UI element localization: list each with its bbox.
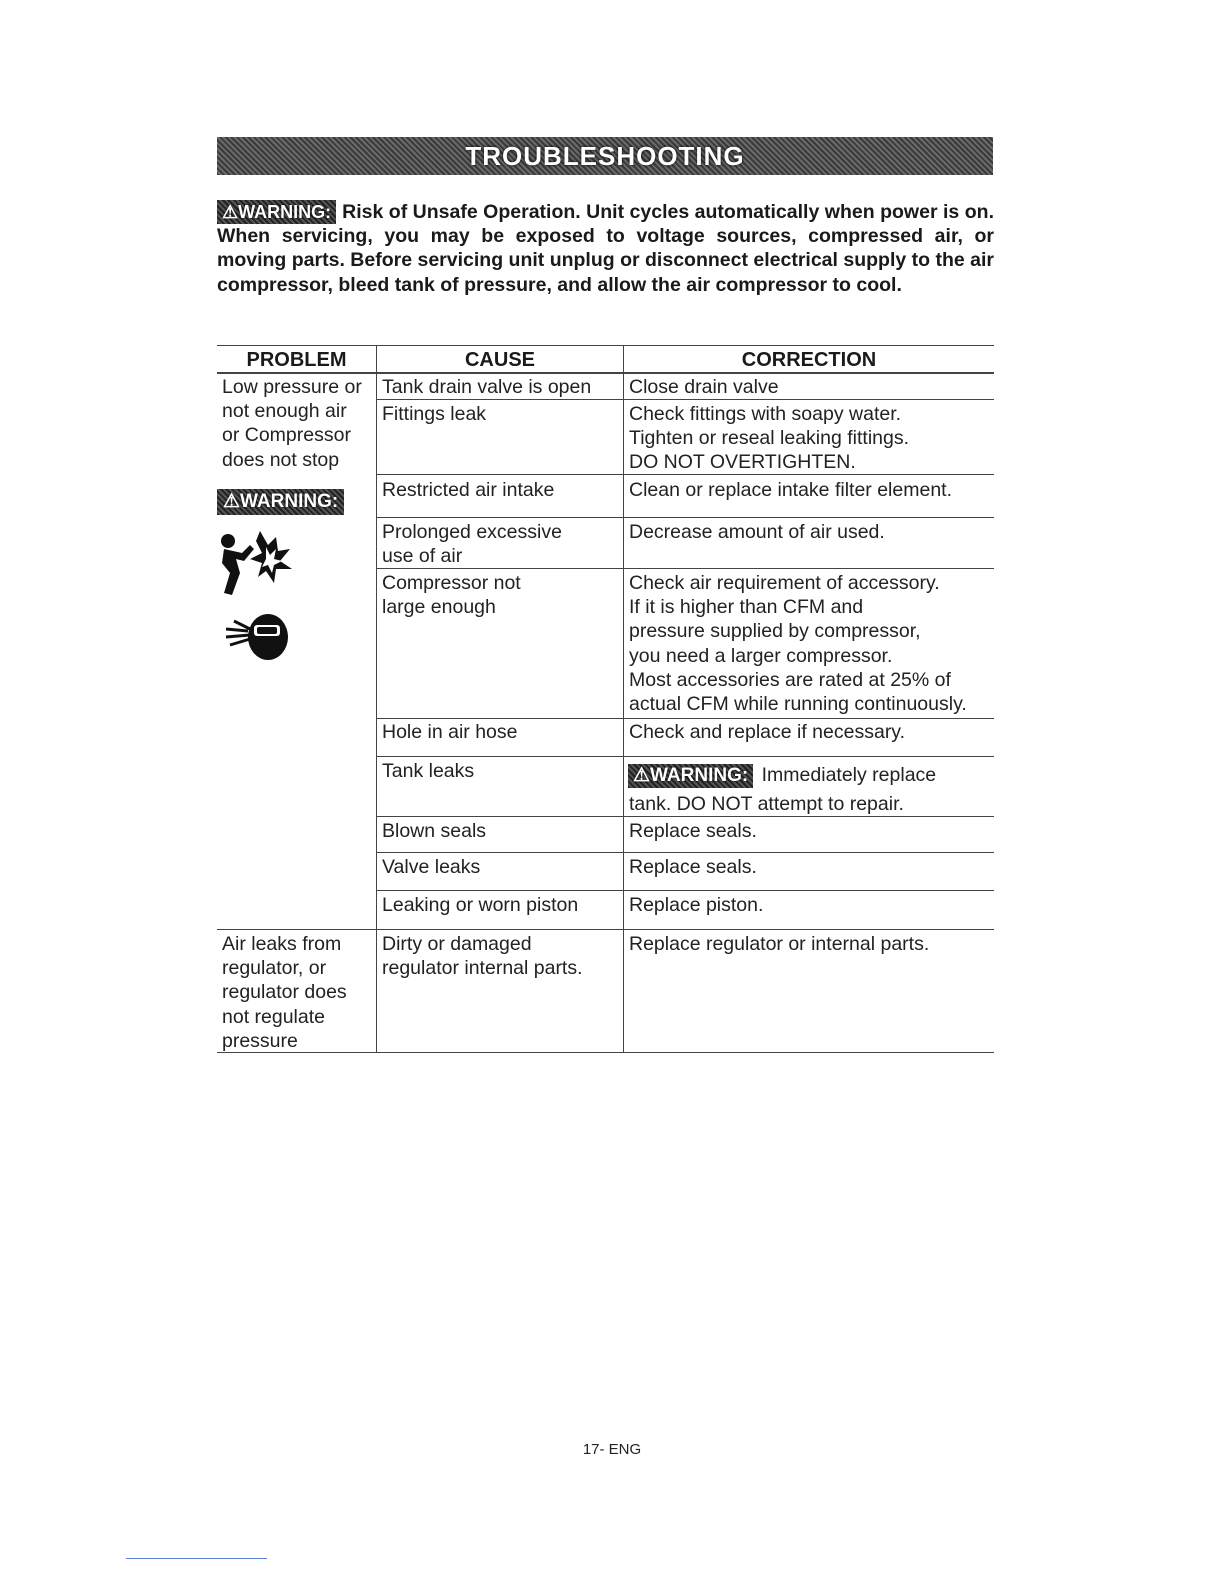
correction-cell: Clean or replace intake filter element.	[629, 479, 952, 501]
tank-leaks-correction	[628, 763, 936, 788]
header-correction: CORRECTION	[741, 349, 877, 371]
cause-cell: Dirty or damaged regulator internal parts.	[382, 933, 583, 980]
warning-badge: ⚠WARNING:	[628, 764, 753, 788]
intro-text: Risk of Unsafe Operation. Unit cycles automatically when power is on. When servicing, you may be exposed to voltage sources, compressed air, or moving parts. Before servicing unit unplug or disconnect electrical supply to the air compressor, bleed tank of pressure, and allow the air compressor to cool.	[217, 201, 994, 296]
correction-cell: Check air requirement of accessory. If it is higher than CFM and pressure supplied by compressor, you need a larger compressor. Most accessories are rated at 25% of actual CFM while running continuously.	[629, 572, 967, 716]
correction-text: Immediately replace	[761, 764, 937, 786]
correction-cell: Replace regulator or internal parts.	[629, 933, 930, 955]
correction-cell: Check fittings with soapy water. Tighten or reseal leaking fittings. DO NOT OVERTIGHTEN.	[629, 403, 910, 474]
warning-badge: ⚠WARNING:	[217, 200, 336, 224]
correction-cell: Check and replace if necessary.	[629, 721, 906, 743]
cause-cell: Tank drain valve is open	[382, 376, 592, 398]
page-number: 17- ENG	[582, 1441, 642, 1458]
problem-cell: Air leaks from regulator, or regulator does not regulate pressure	[222, 933, 347, 1052]
cause-cell: Leaking or worn piston	[382, 894, 579, 916]
correction-cell: Replace seals.	[629, 820, 757, 842]
cause-cell: Prolonged excessive use of air	[382, 521, 562, 568]
cause-cell: Tank leaks	[382, 760, 475, 782]
correction-cell: Replace seals.	[629, 856, 757, 878]
cause-cell: Valve leaks	[382, 856, 481, 878]
bottom-rule	[126, 1558, 267, 1559]
electric-shock-hazard-icon	[214, 529, 294, 597]
correction-cell: Decrease amount of air used.	[629, 521, 885, 543]
header-cause: CAUSE	[464, 349, 535, 371]
problem-cell: Low pressure or not enough air or Compressor does not stop	[222, 376, 362, 471]
side-warning-badge: ⚠WARNING:	[217, 489, 344, 515]
cause-cell: Restricted air intake	[382, 479, 555, 501]
cause-cell: Fittings leak	[382, 403, 487, 425]
header-problem: PROBLEM	[246, 349, 347, 371]
page-title: TROUBLESHOOTING	[217, 137, 993, 175]
cause-cell: Compressor not large enough	[382, 572, 521, 619]
correction-cell: Close drain valve	[629, 376, 779, 398]
correction-cell: Replace piston.	[629, 894, 764, 916]
cause-cell: Blown seals	[382, 820, 487, 842]
safety-goggles-icon	[224, 607, 290, 661]
correction-cell: tank. DO NOT attempt to repair.	[629, 793, 904, 815]
intro-warning	[217, 200, 994, 297]
cause-cell: Hole in air hose	[382, 721, 518, 743]
